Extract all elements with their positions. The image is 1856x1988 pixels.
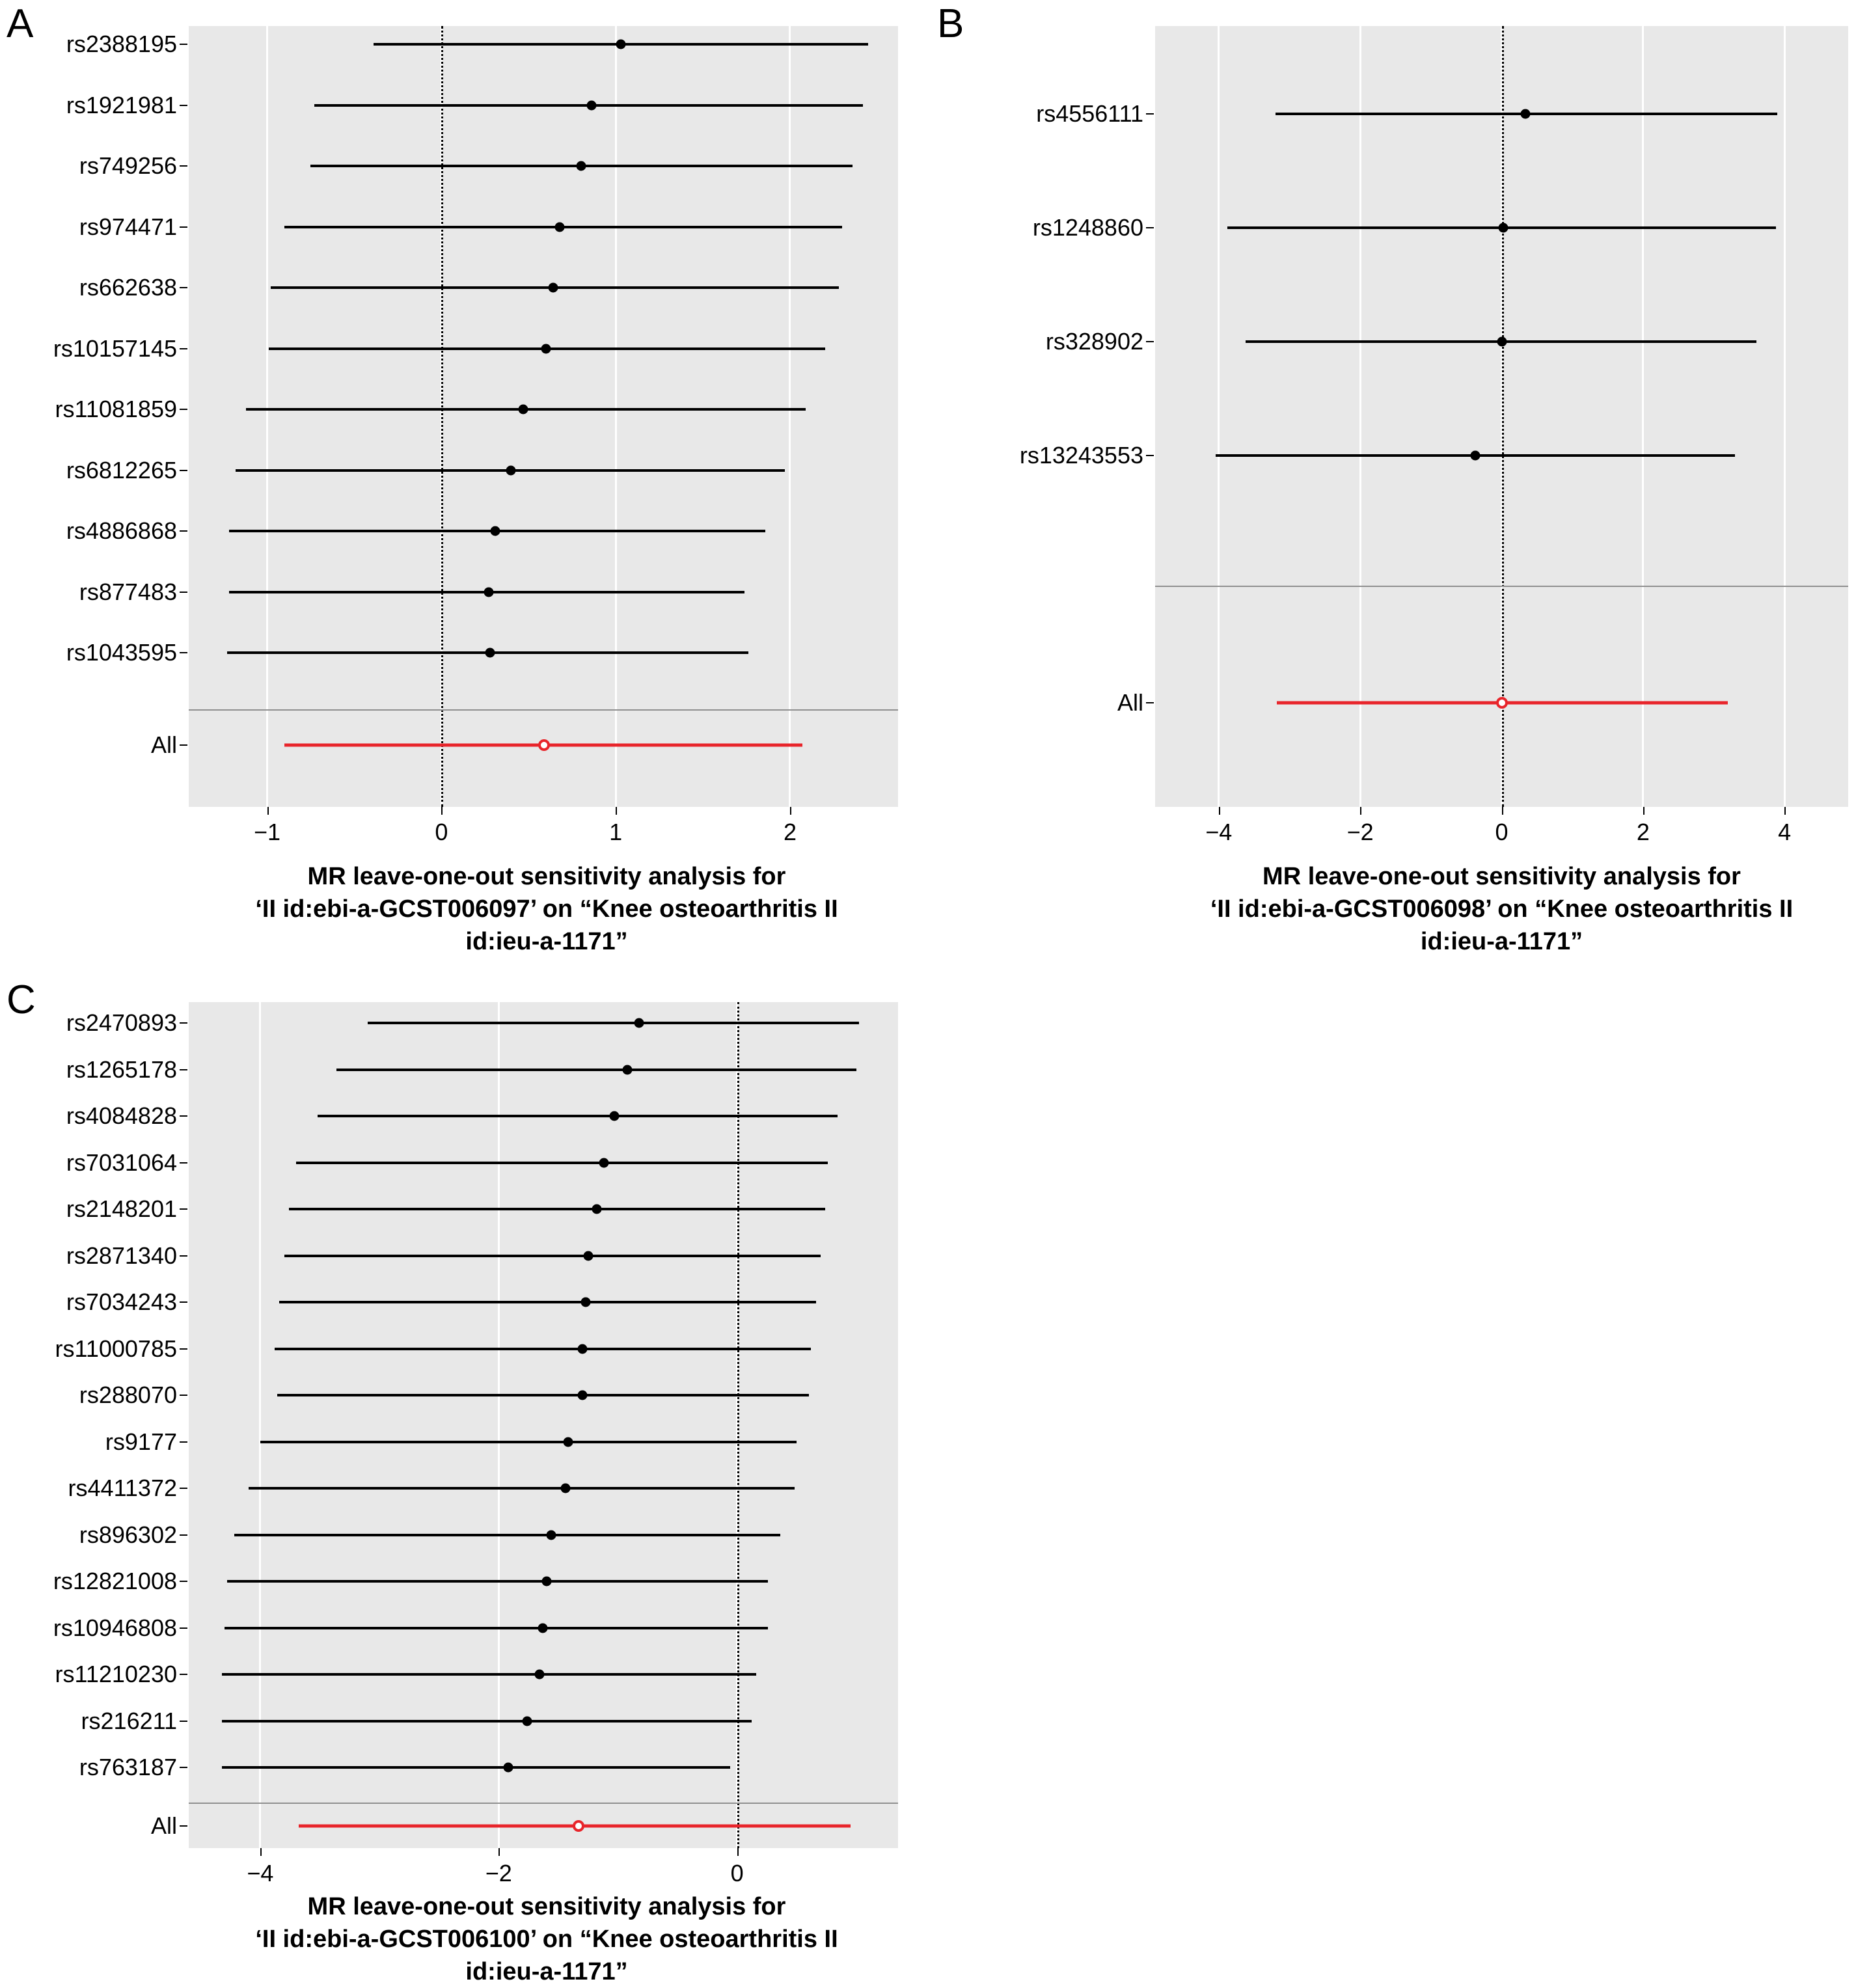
x-axis-tick	[1219, 807, 1220, 815]
axis-title-line: MR leave-one-out sensitivity analysis for	[307, 863, 786, 890]
estimate-point-all	[538, 739, 550, 751]
estimate-point	[534, 1670, 544, 1680]
confidence-interval-line	[279, 1301, 815, 1303]
snp-label: rs4411372	[68, 1475, 177, 1501]
estimate-point	[541, 1577, 551, 1586]
x-axis-tick-label: 1	[609, 819, 623, 845]
group-separator	[189, 1803, 898, 1804]
y-axis-tick	[180, 1348, 187, 1350]
gridline	[1784, 26, 1786, 807]
estimate-point	[623, 1065, 633, 1074]
confidence-interval-line	[234, 1534, 780, 1536]
plot-area-b	[1155, 26, 1848, 807]
estimate-point	[577, 1344, 587, 1354]
x-axis-tick	[441, 807, 443, 815]
plot-area-c	[189, 1002, 898, 1848]
y-axis-tick	[180, 287, 187, 288]
y-axis-tick	[180, 409, 187, 410]
axis-title-a	[195, 860, 898, 958]
y-axis-tick	[180, 1255, 187, 1257]
snp-label: rs9177	[105, 1428, 177, 1455]
panel-label-a: A	[7, 1, 34, 46]
x-axis-tick	[737, 1848, 739, 1856]
estimate-point	[577, 1391, 587, 1400]
estimate-point	[484, 587, 493, 597]
y-axis-tick	[180, 1581, 187, 1582]
y-axis-tick-all	[1146, 702, 1154, 703]
snp-label: rs877483	[79, 578, 177, 605]
confidence-interval-line	[336, 1069, 856, 1071]
snp-label: rs11081859	[55, 396, 177, 422]
confidence-interval-line	[284, 1255, 821, 1257]
axis-title-line: MR leave-one-out sensitivity analysis for	[307, 1893, 786, 1920]
gridline	[1642, 26, 1644, 807]
estimate-point	[546, 1530, 556, 1540]
y-axis-tick	[180, 1488, 187, 1489]
x-axis-tick-label: 0	[435, 819, 448, 845]
confidence-interval-line	[289, 1208, 825, 1210]
group-separator	[189, 709, 898, 711]
y-axis-tick	[180, 530, 187, 532]
estimate-point	[599, 1158, 608, 1167]
confidence-interval-line	[222, 1673, 756, 1676]
x-axis-tick	[267, 807, 269, 815]
snp-label: rs2388195	[66, 31, 177, 57]
snp-label: rs4886868	[66, 517, 177, 544]
y-axis-tick	[180, 44, 187, 45]
y-axis-tick	[180, 470, 187, 471]
snp-label: rs288070	[79, 1382, 177, 1408]
snp-label: rs1265178	[66, 1055, 177, 1083]
snp-label: rs763187	[79, 1754, 177, 1780]
zero-reference-line	[441, 26, 443, 807]
x-axis-tick-label: −1	[253, 819, 281, 845]
estimate-point	[576, 161, 586, 171]
estimate-point	[503, 1763, 513, 1773]
x-axis-tick	[498, 1848, 500, 1856]
estimate-point	[563, 1437, 573, 1447]
axis-title-b	[1155, 860, 1848, 958]
y-axis-tick	[180, 1767, 187, 1768]
estimate-point-all	[1496, 697, 1508, 709]
x-axis-tick	[1502, 807, 1503, 815]
x-axis-tick-label: −4	[247, 1860, 274, 1886]
snp-label: rs1248860	[1032, 214, 1143, 241]
estimate-point	[560, 1484, 570, 1493]
y-axis-tick	[180, 1208, 187, 1210]
y-axis-tick	[180, 1674, 187, 1675]
y-axis-tick	[180, 1395, 187, 1396]
zero-reference-line	[1502, 26, 1504, 807]
confidence-interval-line	[249, 1487, 795, 1490]
y-axis-tick	[180, 1022, 187, 1024]
y-axis-tick	[180, 1115, 187, 1117]
panel-a	[0, 0, 931, 976]
snp-label: rs896302	[79, 1521, 177, 1548]
y-axis-tick	[180, 226, 187, 228]
snp-label-all: All	[1117, 689, 1143, 716]
snp-label: rs6812265	[66, 456, 177, 483]
estimate-point	[583, 1251, 593, 1260]
estimate-point	[1498, 223, 1508, 233]
y-axis-tick	[180, 1441, 187, 1443]
snp-label: rs216211	[81, 1707, 177, 1734]
snp-label: rs2470893	[66, 1009, 177, 1036]
estimate-point	[491, 526, 500, 536]
axis-title-line: id:ieu-a-1171”	[465, 1958, 628, 1986]
confidence-interval-line	[222, 1766, 730, 1769]
snp-label: rs1921981	[66, 91, 177, 118]
y-axis-tick	[180, 348, 187, 349]
plot-area-a	[189, 26, 898, 807]
panel-label-b: B	[937, 1, 964, 46]
snp-label: rs4084828	[66, 1102, 177, 1129]
snp-label: rs11000785	[55, 1335, 177, 1362]
panel-b	[931, 0, 1856, 976]
x-axis-tick-label: −2	[1346, 819, 1374, 845]
estimate-point	[586, 100, 596, 110]
confidence-interval-line	[225, 1627, 768, 1629]
estimate-point	[485, 648, 495, 658]
snp-label: rs749256	[79, 152, 177, 179]
gridline	[1218, 26, 1220, 807]
y-axis-tick	[180, 165, 187, 167]
y-axis-tick	[180, 105, 187, 106]
axis-title-line: id:ieu-a-1171”	[465, 928, 628, 956]
y-axis-tick	[180, 592, 187, 593]
x-axis-tick	[616, 807, 617, 815]
snp-label: rs2871340	[66, 1242, 177, 1269]
x-axis-tick-label: −2	[485, 1860, 512, 1886]
estimate-point	[538, 1623, 548, 1633]
axis-title-line: id:ieu-a-1171”	[1420, 928, 1583, 956]
snp-label: rs974471	[79, 213, 177, 240]
snp-label: rs328902	[1045, 328, 1143, 355]
confidence-interval-line	[296, 1162, 828, 1164]
confidence-interval-line	[260, 1441, 797, 1443]
snp-label-all: All	[150, 731, 177, 758]
x-axis-tick-label: 2	[1636, 819, 1650, 845]
x-axis-tick	[1643, 807, 1644, 815]
snp-label: rs12821008	[53, 1568, 177, 1594]
x-axis-tick-label: 2	[783, 819, 797, 845]
snp-label: rs13243553	[1019, 442, 1143, 469]
gridline	[266, 26, 268, 807]
estimate-point	[523, 1716, 532, 1726]
confidence-interval-line	[222, 1720, 751, 1722]
y-axis-tick	[180, 1534, 187, 1536]
estimate-point	[616, 40, 626, 49]
snp-label: rs10946808	[53, 1614, 177, 1641]
snp-label: rs7031064	[66, 1149, 177, 1176]
gridline	[1359, 26, 1361, 807]
estimate-point	[1497, 337, 1507, 347]
y-axis-tick	[180, 1162, 187, 1164]
gridline	[789, 26, 791, 807]
estimate-point	[548, 283, 558, 293]
x-axis-tick	[790, 807, 791, 815]
snp-label-all: All	[150, 1812, 177, 1839]
estimate-point	[555, 222, 565, 232]
panel-label-c: C	[7, 977, 36, 1022]
snp-label: rs11210230	[55, 1661, 177, 1687]
y-axis-tick	[180, 1721, 187, 1722]
x-axis-tick-label: 0	[1495, 819, 1508, 845]
axis-title-line: ‘II id:ebi-a-GCST006098’ on “Knee osteoarthritis II	[1210, 895, 1794, 923]
snp-label: rs662638	[79, 274, 177, 301]
estimate-point	[581, 1298, 591, 1307]
y-axis-tick	[180, 1069, 187, 1070]
gridline	[615, 26, 617, 807]
axis-title-c	[195, 1890, 898, 1988]
snp-label: rs1043595	[66, 639, 177, 666]
y-axis-tick	[1146, 341, 1154, 342]
y-axis-tick	[180, 652, 187, 653]
y-axis-tick	[1146, 455, 1154, 456]
y-axis-tick	[180, 1301, 187, 1303]
y-axis-tick-all	[180, 744, 187, 746]
axis-title-line: MR leave-one-out sensitivity analysis for	[1262, 863, 1741, 890]
x-axis-tick	[260, 1848, 262, 1856]
group-separator	[1155, 586, 1848, 587]
panel-c	[0, 976, 931, 1986]
confidence-interval-line	[368, 1022, 859, 1024]
estimate-point	[1521, 109, 1531, 119]
estimate-point	[1471, 451, 1481, 461]
confidence-interval-line	[275, 1348, 811, 1350]
snp-label: rs10157145	[53, 334, 177, 362]
confidence-interval-line	[227, 1580, 769, 1583]
confidence-interval-line	[277, 1394, 809, 1396]
axis-title-line: ‘II id:ebi-a-GCST006100’ on “Knee osteoarthritis II	[255, 1926, 838, 1954]
estimate-point-all	[573, 1820, 584, 1832]
estimate-point	[541, 344, 551, 353]
y-axis-tick	[1146, 227, 1154, 228]
x-axis-tick-label: 4	[1778, 819, 1792, 845]
x-axis-tick-label: −4	[1205, 819, 1233, 845]
snp-label: rs4556111	[1036, 100, 1143, 127]
y-axis-tick	[1146, 113, 1154, 115]
x-axis-tick	[1784, 807, 1786, 815]
x-axis-tick	[1360, 807, 1361, 815]
x-axis-tick-label: 0	[730, 1860, 744, 1886]
snp-label: rs7034243	[66, 1288, 177, 1315]
estimate-point	[610, 1111, 620, 1121]
estimate-point	[506, 465, 516, 475]
y-axis-tick-all	[180, 1825, 187, 1827]
snp-label: rs2148201	[66, 1195, 177, 1222]
estimate-point	[592, 1205, 601, 1214]
axis-title-line: ‘II id:ebi-a-GCST006097’ on “Knee osteoarthritis II	[255, 895, 838, 923]
estimate-point	[635, 1018, 644, 1028]
estimate-point	[519, 405, 528, 415]
y-axis-tick	[180, 1627, 187, 1629]
confidence-interval-line	[318, 1115, 838, 1117]
